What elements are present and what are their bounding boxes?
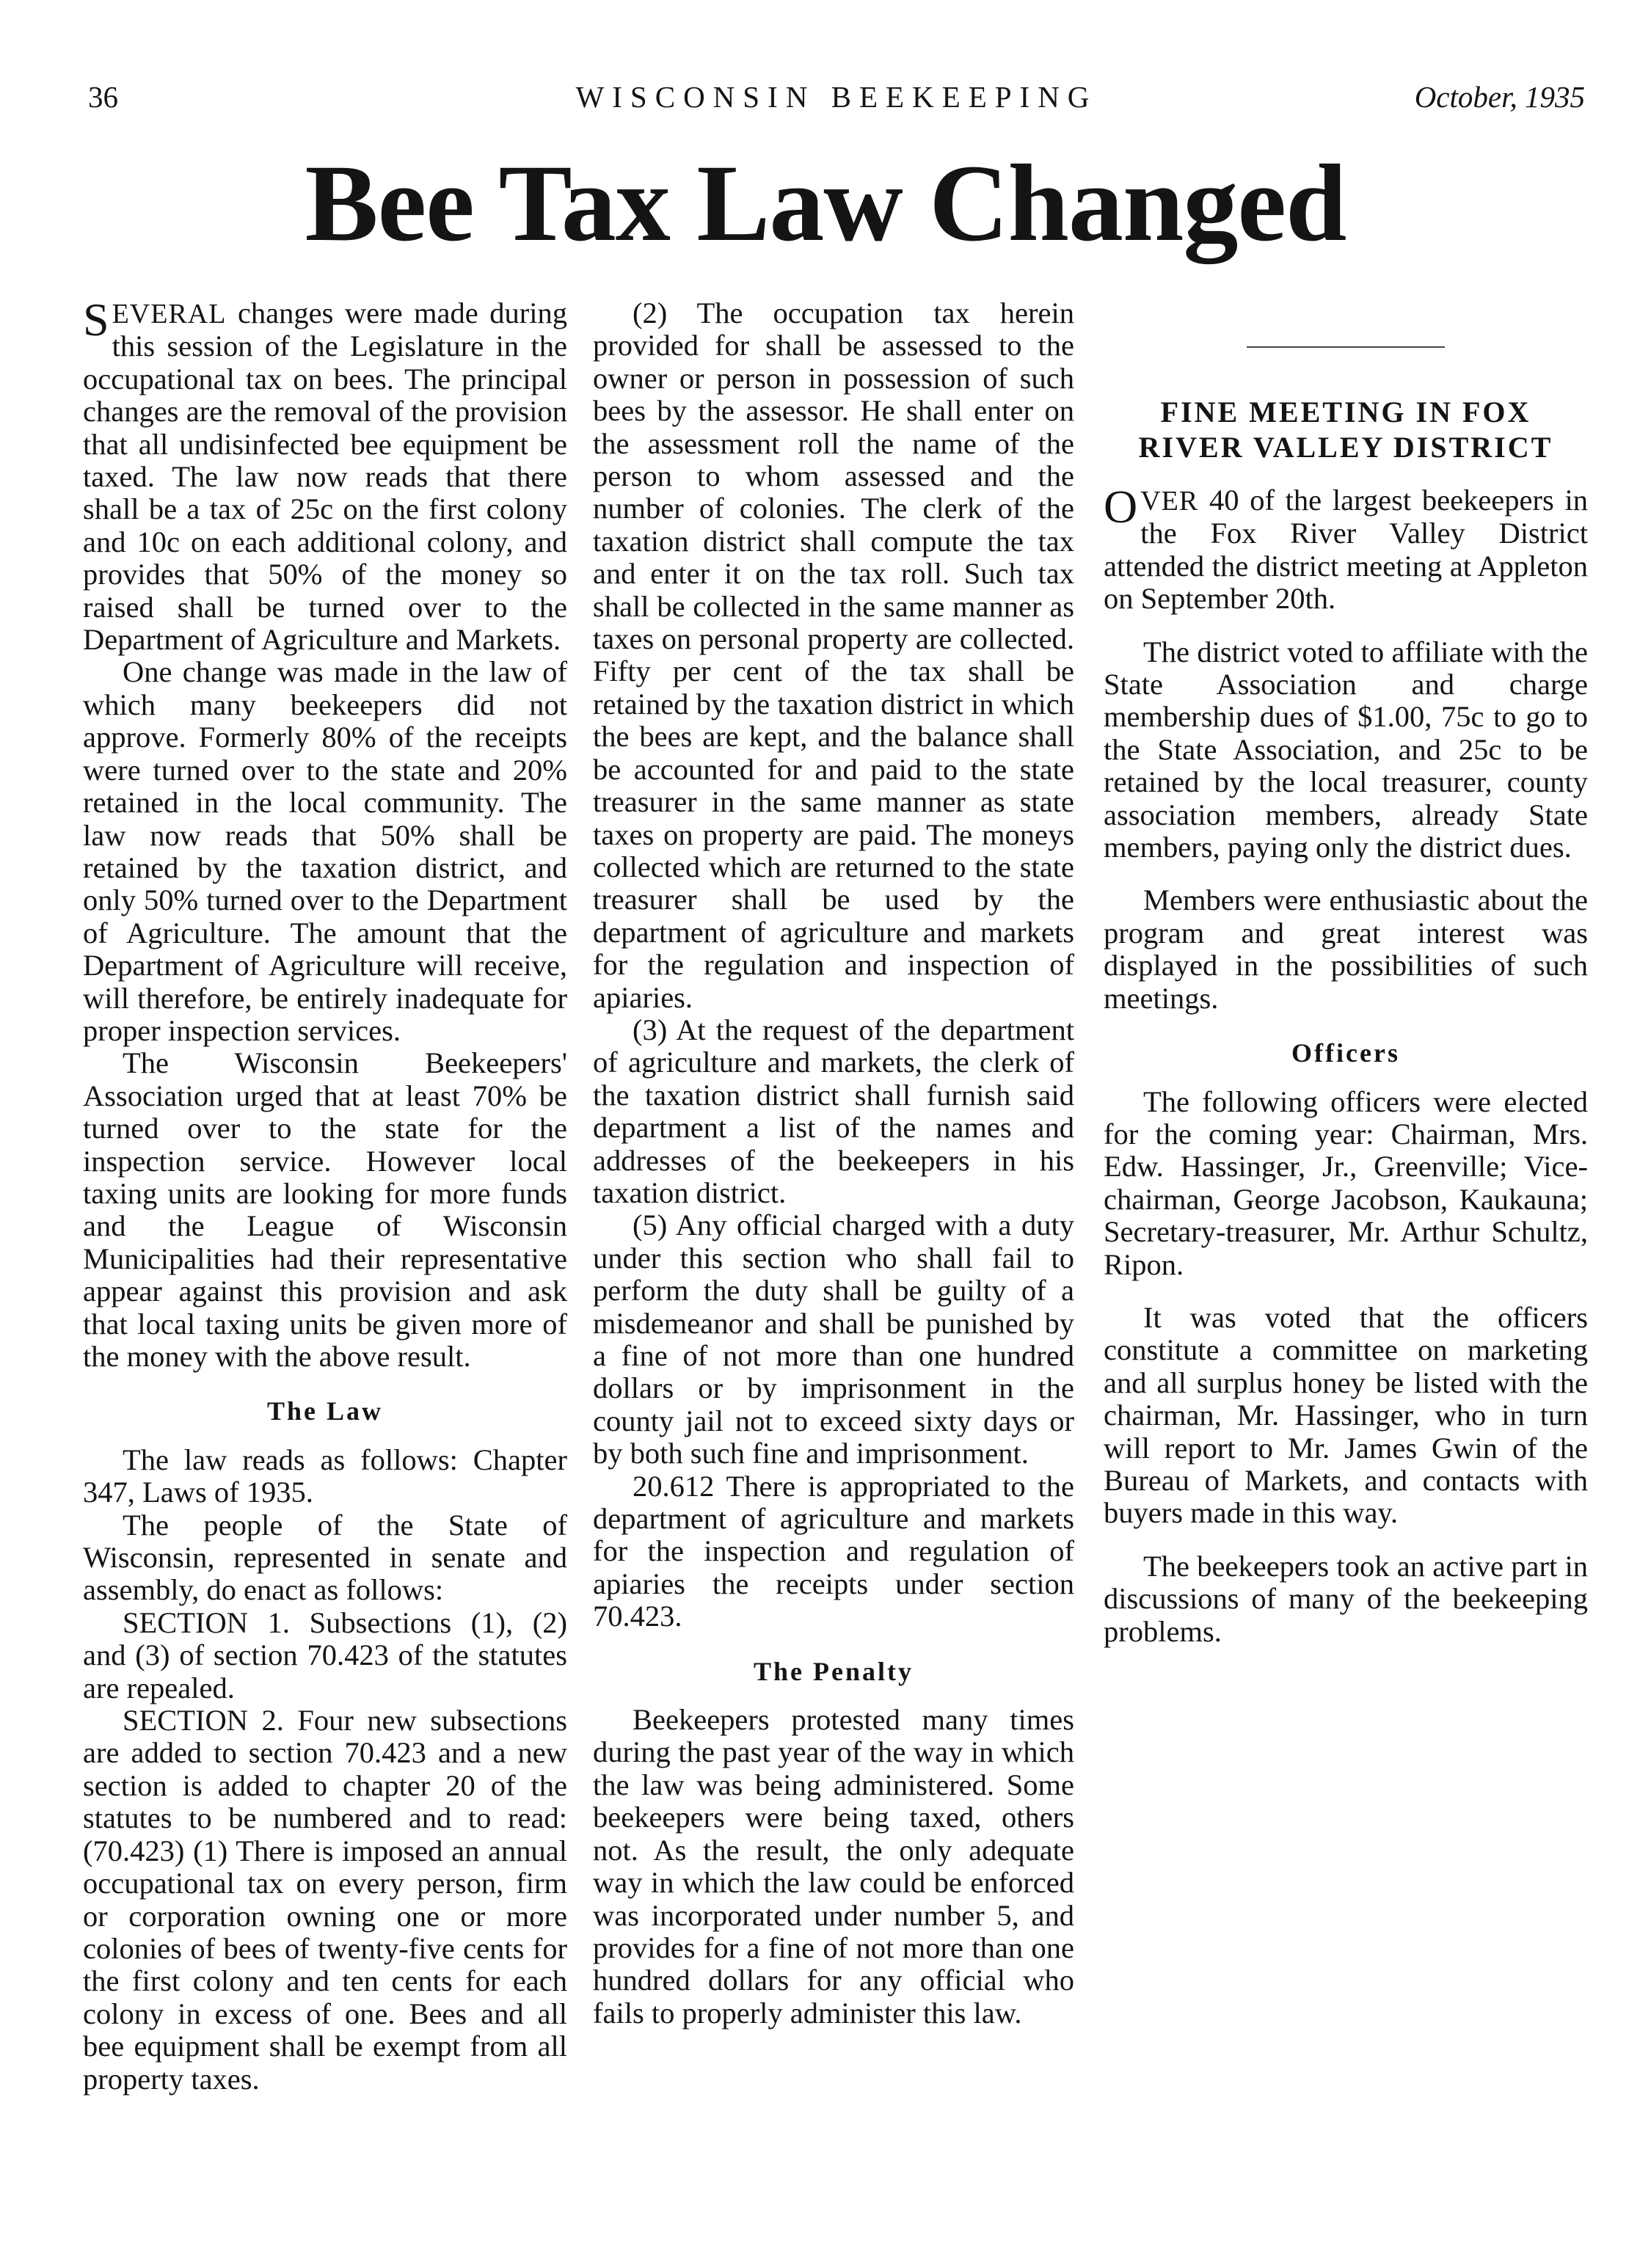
sidebar-paragraph: The beekeepers took an active part in discussions of many of the beekeeping problems. [1104, 1549, 1588, 1648]
sidebar-paragraph: It was voted that the officers constitute a committee on marketing and all surplus honey be listed with the chairman, Mr. Hassinger, who in turn will report to Mr. James Gwin of the Bureau of Markets, and contacts with buyers made in this way. [1104, 1300, 1588, 1530]
article-column-3 [1104, 297, 1588, 1648]
lead-caps: VER [1140, 486, 1199, 517]
section-1-paragraph: SECTION 1. Subsections (1), (2) and (3) of section 70.423 of the statutes are repealed. [83, 1605, 567, 1704]
article-paragraph: Beekeepers protested many times during the past year of the way in which the law was being administered. Some beekeepers were being taxed, others not. As the result, the only adequate way in which the law could be enforced was incorporated under number 5, and provides for a fine of not more than one hundred dollars for any official who fails to properly administer this law. [593, 1703, 1074, 2030]
article-paragraph: The Wisconsin Beekeepers' Association urged that at least 70% be turned over to the state for the inspection service. However local taxing units are looking for more funds and the League of Wisconsin Municipalities had their representative appear against this provision and ask that local taxing units be given more of the money with the above result. [83, 1046, 567, 1373]
section-2-paragraph: SECTION 2. Four new subsections are added to section 70.423 and a new section is added to chapter 20 of the statutes to be numbered and to read: (70.423) (1) There is imposed an annual occupational tax on every person, firm or corporation owning one or more colonies of bees of twenty-five cents for the first colony and ten cents for each colony in excess of one. Bees and all bee equipment shall be exempt from all property taxes. [83, 1704, 567, 2096]
lead-text: 40 of the largest beekeepers in the Fox River Valley District attended the district meeting at Appleton on September 20th. [1104, 484, 1588, 616]
running-head [88, 79, 1585, 123]
sidebar-paragraph: The following officers were elected for the coming year: Chairman, Mrs. Edw. Hassinger, Jr., Greenville; Vice-chairman, George Jacobson, Kaukauna; Secretary-treasurer, Mr. Arthur Schultz, Ripon. [1104, 1084, 1588, 1281]
drop-cap: S [83, 293, 109, 346]
issue-date: October, 1935 [1414, 80, 1585, 114]
article-paragraph: The law reads as follows: Chapter 347, Laws of 1935. [83, 1443, 567, 1509]
appropriation-paragraph: 20.612 There is appropriated to the department of agriculture and markets for the inspection and regulation of apiaries the receipts under section 70.423. [593, 1469, 1074, 1633]
article-paragraph: One change was made in the law of which many beekeepers did not approve. Formerly 80% of the receipts were turned over to the state and 20% retained in the local community. The law now reads that 50% shall be retained by the taxation district, and only 50% turned over to the Department of Agriculture. The amount that the Department of Agriculture will receive, will therefore, be entirely inadequate for proper inspection services. [83, 655, 567, 1047]
penalty-subheading: The Penalty [754, 1656, 914, 1686]
law-subheading: The Law [266, 1396, 384, 1426]
section-divider [1247, 346, 1445, 348]
sidebar-title [1104, 395, 1588, 465]
sidebar-title-line-2: RIVER VALLEY DISTRICT [1138, 431, 1553, 464]
sidebar-paragraph: Members were enthusiastic about the program and great interest was displayed in the possibilities of such meetings. [1104, 883, 1588, 1015]
page-number: 36 [88, 80, 118, 114]
sidebar-lead-paragraph [1104, 481, 1588, 616]
subsection-3-paragraph: (3) At the request of the department of agriculture and markets, the clerk of the taxation district shall furnish said department a list of the names and addresses of the beekeepers in his taxation district. [593, 1013, 1074, 1209]
article-column-1 [83, 293, 567, 2096]
lead-caps: EVERAL [112, 299, 227, 329]
article-headline: Bee Tax Law Changed [305, 142, 1346, 264]
subsection-2-paragraph: (2) The occupation tax herein provided for shall be assessed to the owner or person in possession of such bees by the assessor. He shall enter on the assessment roll the name of the person to whom assessed and the number of colonies. The clerk of the taxation district shall compute the tax and enter it on the tax roll. Such tax shall be collected in the same manner as taxes on personal property are collected. Fifty per cent of the tax shall be retained by the taxation district in which the bees are kept, and the balance shall be accounted for and paid to the state treasurer in the same manner as state taxes on property are paid. The moneys collected which are returned to the state treasurer shall be used by the department of agriculture and markets for the regulation and inspection of apiaries. [593, 296, 1074, 1014]
journal-name: WISCONSIN BEEKEEPING [575, 80, 1098, 114]
subsection-5-paragraph: (5) Any official charged with a duty under this section who shall fail to perform the duty shall be guilty of a misdemeanor and shall be punished by a fine of not more than one hundred dollars or by imprisonment in the county jail not to exceed sixty days or by both such fine and imprisonment. [593, 1208, 1074, 1470]
article-paragraph: The people of the State of Wisconsin, represented in senate and assembly, do enact as follows: [83, 1508, 567, 1607]
article-column-2 [593, 297, 1074, 2030]
lead-text: changes were made during this session of the Legislature in the occupational tax on bees. The principal changes are the removal of the provision that all undisinfected bee equipment be taxed. The law now reads that there shall be a tax of 25c on the first colony and 10c on each additional colony, and provides that 50% of the money so raised shall be turned over to the Department of Agriculture and Markets. [83, 296, 567, 657]
article-lead-paragraph [83, 293, 567, 657]
officers-subheading: Officers [1291, 1038, 1400, 1068]
sidebar-title-line-1: FINE MEETING IN FOX [1160, 395, 1531, 429]
drop-cap: O [1104, 481, 1138, 533]
sidebar-paragraph: The district voted to affiliate with the State Association and charge membership dues of $1.00, 75c to go to the State Association, and 25c to be retained by the local treasurer, county association members, already State members, paying only the district dues. [1104, 635, 1588, 864]
